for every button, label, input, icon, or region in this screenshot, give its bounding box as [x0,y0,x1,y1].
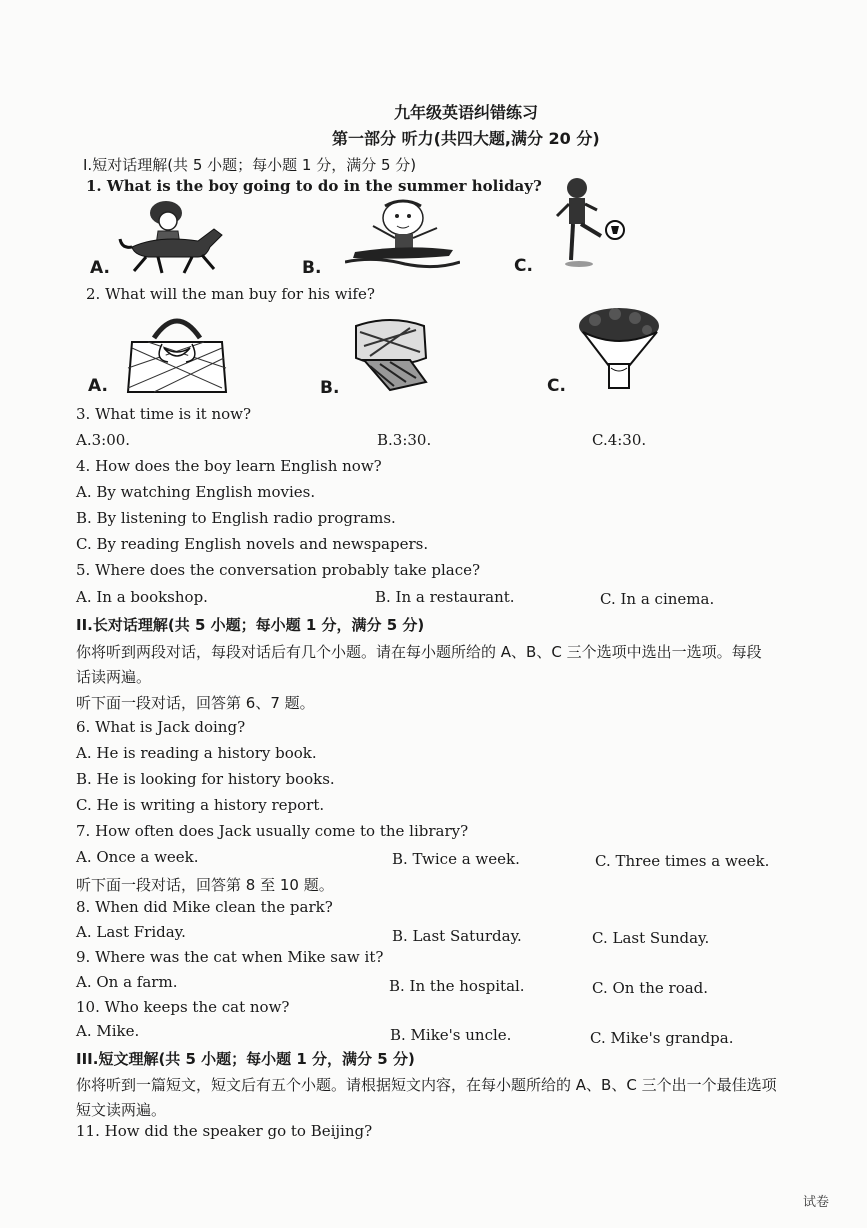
q1-option-a[interactable]: A. [90,258,110,278]
part-title: 第一部分 听力(共四大题,满分 20 分) [332,129,600,148]
q5-option-b[interactable]: B. In a restaurant. [375,588,515,606]
section-2-instruction-line-1: 你将听到两段对话，每段对话后有几个小题。请在每小题所给的 A、B、C 三个选项中选出一选项。每段 [76,643,762,661]
section-3-instruction-line-2: 短文读两遍。 [76,1101,167,1119]
q7-option-c[interactable]: C. Three times a week. [595,852,770,870]
q2-option-b[interactable]: B. [320,378,340,398]
q2-option-a[interactable]: A. [88,376,108,396]
q8-option-b[interactable]: B. Last Saturday. [392,927,522,945]
question-10-text: 10. Who keeps the cat now? [76,998,290,1016]
q2-option-c[interactable]: C. [547,376,566,396]
question-4-text: 4. How does the boy learn English now? [76,457,382,475]
question-9-text: 9. Where was the cat when Mike saw it? [76,948,384,966]
q5-option-c[interactable]: C. In a cinema. [600,590,715,608]
question-8-text: 8. When did Mike clean the park? [76,898,333,916]
question-1-text: 1. What is the boy going to do in the summer holiday? [86,177,542,195]
section-1-heading: I.短对话理解(共 5 小题；每小题 1 分，满分 5 分) [83,156,417,174]
question-6-text: 6. What is Jack doing? [76,718,246,736]
handbag-icon [124,308,230,396]
q4-option-c[interactable]: C. By reading English novels and newspapers. [76,535,429,553]
question-2-text: 2. What will the man buy for his wife? [86,285,375,303]
q6-option-a[interactable]: A. He is reading a history book. [76,744,317,762]
page-footer-label: 试卷 [802,1195,829,1210]
q6-option-c[interactable]: C. He is writing a history report. [76,796,325,814]
q8-option-c[interactable]: C. Last Sunday. [592,929,710,947]
q4-option-b[interactable]: B. By listening to English radio programs. [76,509,396,527]
q4-option-a[interactable]: A. By watching English movies. [76,483,316,501]
boy-surfing-icon [345,196,460,272]
scarf-icon [350,316,432,392]
flower-bouquet-icon [575,304,667,394]
section-2-heading: II.长对话理解(共 5 小题；每小题 1 分，满分 5 分) [76,616,425,634]
q7-option-a[interactable]: A. Once a week. [76,848,199,866]
section-3-heading: III.短文理解(共 5 小题；每小题 1 分，满分 5 分) [76,1050,415,1068]
dialog-1-intro: 听下面一段对话，回答第 6、7 题。 [76,694,315,712]
q8-option-a[interactable]: A. Last Friday. [76,923,186,941]
section-2-instruction-line-2: 话读两遍。 [76,668,152,686]
q3-option-b[interactable]: B.3:30. [377,431,432,449]
q5-option-a[interactable]: A. In a bookshop. [76,588,208,606]
q3-option-a[interactable]: A.3:00. [76,431,131,449]
q6-option-b[interactable]: B. He is looking for history books. [76,770,335,788]
q10-option-c[interactable]: C. Mike's grandpa. [590,1029,734,1047]
dialog-2-intro: 听下面一段对话，回答第 8 至 10 题。 [76,876,334,894]
q9-option-a[interactable]: A. On a farm. [76,973,178,991]
q7-option-b[interactable]: B. Twice a week. [392,850,520,868]
boy-playing-football-icon [555,176,627,268]
section-3-instruction-line-1: 你将听到一篇短文，短文后有五个小题。请根据短文内容，在每小题所给的 A、B、C 三个出一个最佳选项 [76,1076,777,1094]
q1-option-b[interactable]: B. [302,258,322,278]
boy-riding-horse-icon [118,195,230,275]
q9-option-b[interactable]: B. In the hospital. [389,977,525,995]
q1-option-c[interactable]: C. [514,256,533,276]
question-11-text: 11. How did the speaker go to Beijing? [76,1122,373,1140]
q3-option-c[interactable]: C.4:30. [592,431,647,449]
document-title: 九年级英语纠错练习 [394,103,539,122]
question-7-text: 7. How often does Jack usually come to the library? [76,822,469,840]
question-3-text: 3. What time is it now? [76,405,252,423]
q10-option-b[interactable]: B. Mike's uncle. [390,1026,512,1044]
q10-option-a[interactable]: A. Mike. [76,1022,140,1040]
question-5-text: 5. Where does the conversation probably take place? [76,561,481,579]
q9-option-c[interactable]: C. On the road. [592,979,709,997]
